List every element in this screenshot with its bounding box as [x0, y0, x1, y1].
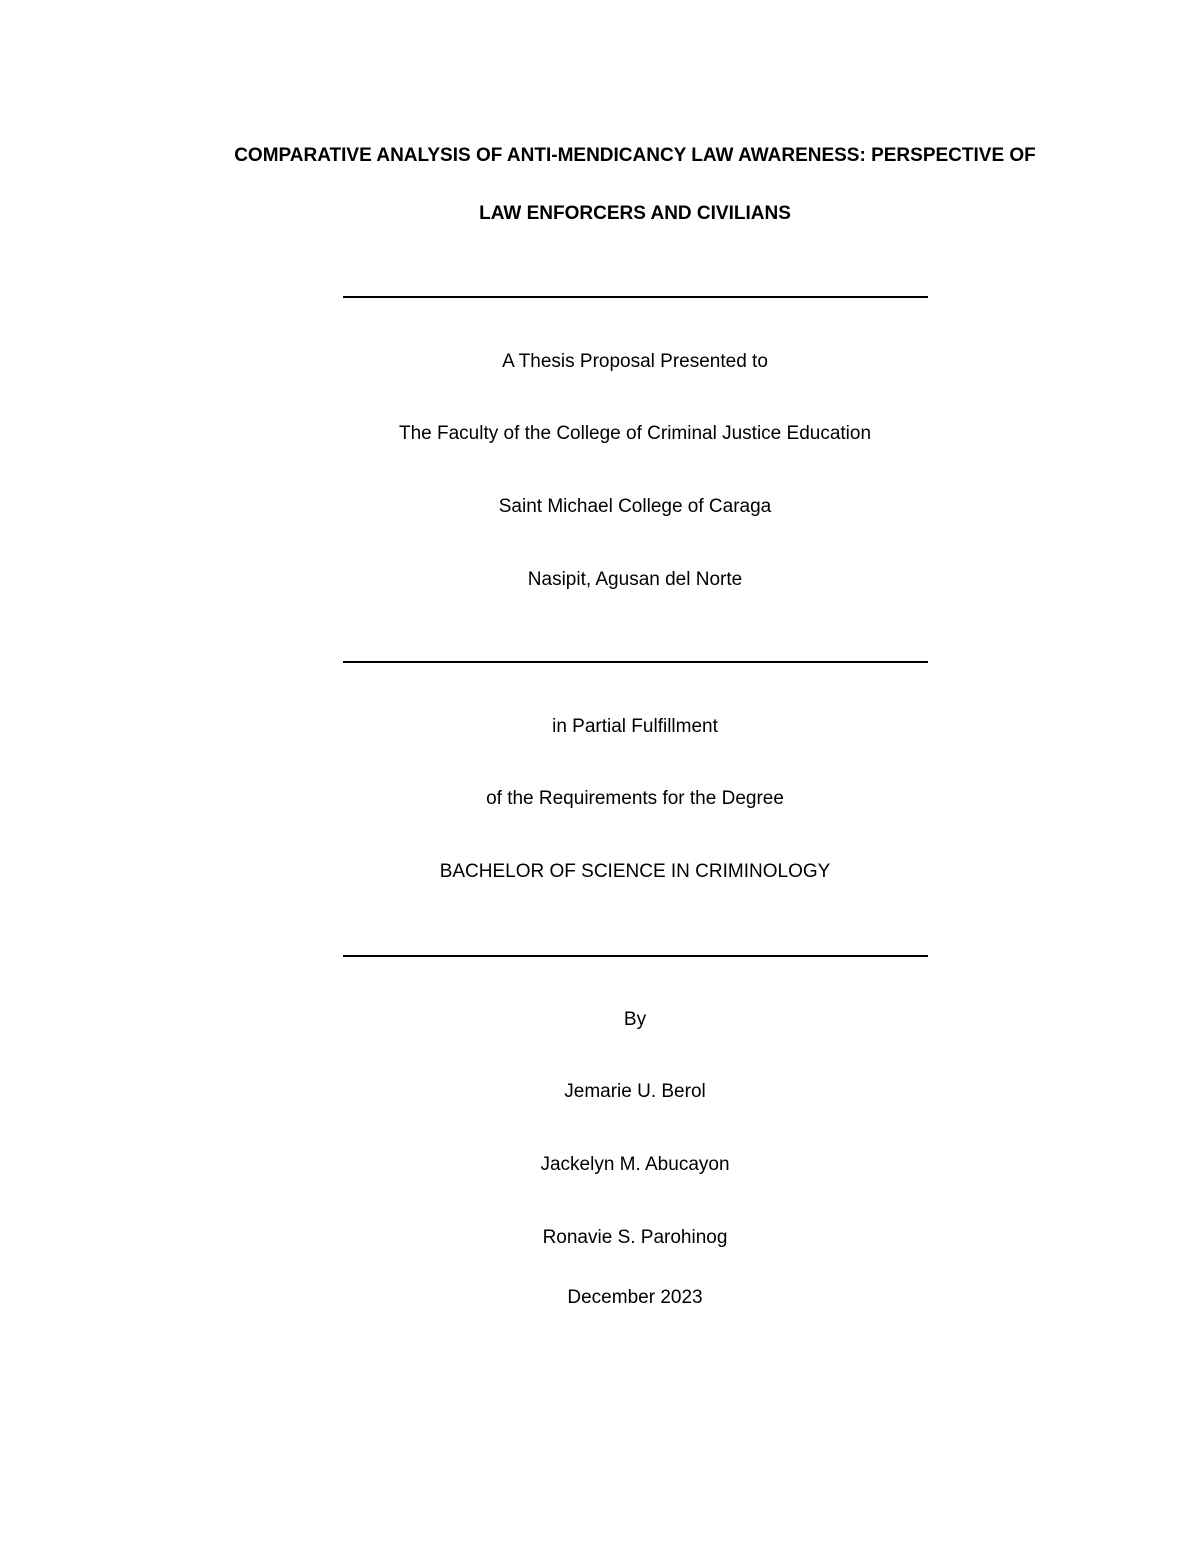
college-location: Nasipit, Agusan del Norte — [527, 569, 743, 590]
author-name: Ronavie S. Parohinog — [542, 1227, 728, 1248]
requirements-text: of the Requirements for the Degree — [486, 788, 784, 809]
divider-rule-3 — [343, 955, 928, 957]
divider-rule-2 — [343, 661, 928, 663]
thesis-title-line-1: COMPARATIVE ANALYSIS OF ANTI-MENDICANCY LAW AWARENESS: PERSPECTIVE OF — [234, 145, 1036, 166]
faculty-text: The Faculty of the College of Criminal Justice Education — [398, 423, 872, 444]
divider-rule-1 — [343, 296, 928, 298]
partial-fulfillment-text: in Partial Fulfillment — [552, 716, 718, 737]
submission-date: December 2023 — [567, 1287, 703, 1308]
author-name: Jemarie U. Berol — [564, 1081, 706, 1102]
author-name: Jackelyn M. Abucayon — [540, 1154, 730, 1175]
college-name: Saint Michael College of Caraga — [498, 496, 772, 517]
presented-to-text: A Thesis Proposal Presented to — [502, 351, 768, 372]
degree-name: BACHELOR OF SCIENCE IN CRIMINOLOGY — [439, 861, 831, 882]
by-label: By — [623, 1009, 647, 1030]
thesis-title-line-2: LAW ENFORCERS AND CIVILIANS — [479, 203, 791, 224]
